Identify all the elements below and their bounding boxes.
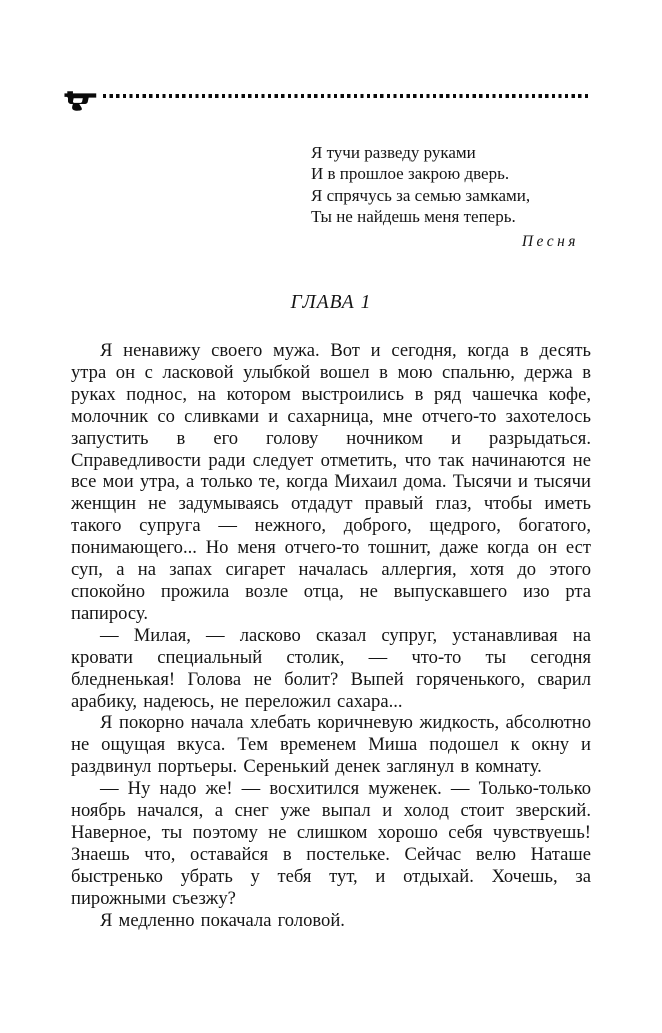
paragraph-2: — Милая, — ласково сказал супруг, устанавливая на кровати специальный столик, — что-то ты сегодня бледненькая! Голова не болит? Выпей горяченького, сварил арабику, надеюсь, не переложил сахара... — [71, 624, 591, 712]
epigraph — [311, 142, 591, 252]
chapter-ornament — [63, 86, 591, 112]
paragraph-3: Я покорно начала хлебать коричневую жидкость, абсолютно не ощущая вкуса. Тем временем Миша подошел к окну и раздвинул портьеры. Серенький денек заглянул в комнату. — [71, 712, 591, 778]
body-text — [71, 340, 591, 931]
epigraph-attribution: Песня — [521, 232, 579, 250]
dotted-rule — [103, 94, 591, 98]
epigraph-line: И в прошлое закрою дверь. — [311, 164, 510, 184]
epigraph-line: Я тучи разведу руками — [311, 143, 476, 162]
paragraph-4: — Ну надо же! — восхитился муженек. — Только-только ноябрь начался, а снег уже выпал и холод стоит зверский. Наверное, ты поэтому не слишком хорошо себя чувствуешь! Знаешь что, оставайся в постельке. Сейчас велю Наташе быстренько убрать у тебя тут, и отдыхай. Хочешь, за пирожными съезжу? — [71, 778, 591, 909]
paragraph-1: Я ненавижу своего мужа. Вот и сегодня, когда в десять утра он с ласковой улыбкой вошел в мою спальню, держа в руках поднос, на котором выстроились в ряд чашечка кофе, молочник со сливками и сахарница, мне отчего-то захотелось запустить в его голову ночником и разрыдаться. Справедливости ради следует отметить, что так начинаются не все мои утра, а только те, когда Михаил дома. Тысячи и тысячи женщин не задумываясь отдадут правый глаз, чтобы иметь такого супруга — нежного, доброго, щедрого, богатого, понимающего... Но меня отчего-то тошнит, даже когда он ест суп, а на запах сигарет началась аллергия, хотя до этого спокойно прожила возле отца, не выпускавшего изо рта папиросу. — [71, 340, 591, 624]
chapter-title: ГЛАВА 1 — [290, 292, 372, 314]
epigraph-line: Я спрячусь за семью замками, — [311, 185, 531, 205]
revolver-icon — [63, 87, 97, 111]
paragraph-5: Я медленно покачала головой. — [100, 909, 345, 931]
epigraph-line: Ты не найдешь меня теперь. — [311, 207, 516, 227]
